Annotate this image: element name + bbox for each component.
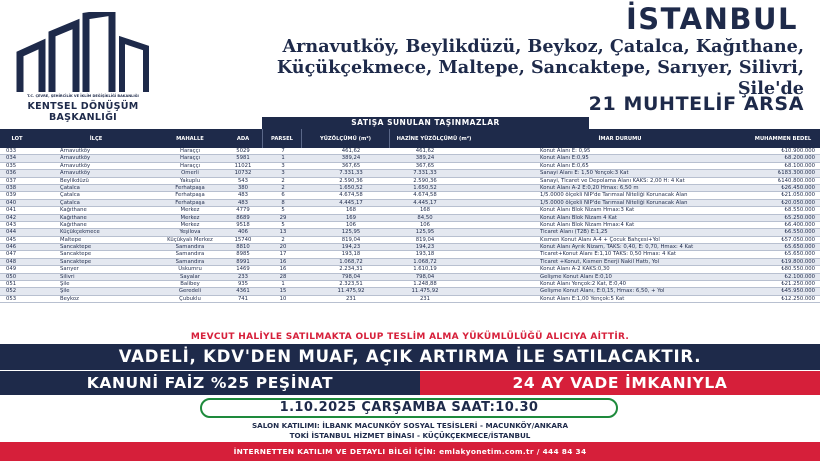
cell-ada: 483 [237,199,249,206]
cell-hazine: 4.445,17 [413,199,437,206]
header-hazine: HAZİNE YÜZÖLÇÜMÜ (m²) [396,135,472,142]
cell-yuzolcumu: 2.323,51 [339,281,363,288]
terms-banner: VADELİ, KDV'DEN MUAF, AÇIK ARTIRMA İLE SATILACAKTIR. [0,344,820,370]
cell-imar: Konut Alanı Blok Nizam Hmax:4 Kat [540,221,635,228]
installment-banner: 24 AY VADE İMKANIYLA [420,371,820,395]
cell-mahalle: Küçükyalı Merkez [167,236,213,243]
cell-mahalle: Ferhatpaşa [175,192,205,199]
cell-hazine: 367,65 [415,162,435,169]
cell-ilce: Kağıthane [60,221,87,228]
cell-bedel: ₺80.550.000 [781,266,815,273]
cell-imar: Ticaret +Konut, Kısmen Enerji Nakil Hattı, Yol [540,258,660,265]
cell-mahalle: Haraççı [180,148,200,154]
cell-ilce: Çatalca [60,184,80,191]
cell-imar: Konut Alanı E: 0,95 [540,148,591,154]
cell-mahalle: Samandıra [175,258,205,265]
cell-bedel: ₺140.800.000 [777,177,815,184]
cell-imar: Konut Alanı Yençok:2 Kat, E:0,40 [540,281,626,288]
cell-mahalle: Merkez [180,207,200,214]
cell-mahalle: Balibey [180,281,200,288]
cell-ilce: Beylikdüzü [60,177,89,184]
cell-ilce: Şile [60,281,70,288]
table-row [0,222,820,229]
cell-ilce: Arnavutköy [60,162,91,169]
delivery-notice: MEVCUT HALİYLE SATILMAKTA OLUP TESLİM ALMA YÜKÜMLÜLÜĞÜ ALICIYA AİTTİR. [190,332,630,342]
cell-imar: Konut Alanı Blok Nizam 4 Kat [540,214,617,221]
section-title: SATIŞA SUNULAN TAŞINMAZLAR [262,117,589,129]
cell-imar: Konut Alanı A-2 KAKS:0,30 [540,266,610,273]
cell-parsel: 15 [279,288,287,295]
cell-hazine: 389,24 [415,155,435,162]
cell-hazine: 4.674,58 [413,192,437,199]
cell-yuzolcumu: 819,04 [341,236,361,243]
brand-line-1: KENTSEL DÖNÜŞÜM [27,101,139,112]
cell-parsel: 17 [279,251,287,258]
header-ilce: İLÇE [89,135,103,142]
table-header [0,129,820,148]
cell-ilce: Kağıthane [60,207,87,214]
cell-ada: 233 [237,273,249,280]
cell-yuzolcumu: 7.331,33 [339,170,363,177]
cell-parsel: 5 [281,221,285,228]
cell-parsel: 1 [281,281,285,288]
cell-bedel: ₺6.400.000 [784,221,815,228]
cell-imar: Kısmen Konut Alanı A-4 + Çocuk Bahçesi+Yol [540,236,660,243]
table-row [0,244,820,251]
cell-hazine: 231 [419,295,431,302]
cell-ilce: Küçükçekmece [60,229,100,236]
cell-parsel: 13 [279,229,287,236]
cell-ilce: Şile [60,288,70,295]
cell-ada: 5029 [236,148,250,154]
table-row [0,266,820,273]
cell-parsel: 16 [279,258,287,265]
cell-lot: 039 [6,192,17,199]
cell-imar: Gelişme Konut Alanı E:0,10 [540,273,612,280]
cell-lot: 051 [6,281,17,288]
cell-parsel: 29 [279,214,287,221]
cell-parsel: 1 [281,155,285,162]
cell-parsel: 6 [281,192,285,199]
cell-ilce: Maltepe [60,236,82,243]
cell-ilce: Çatalca [60,192,80,199]
cell-imar: Ticaret+Konut Alanı E:1,10 TAKS: 0,50 Hmax: 4 Kat [540,251,676,258]
table-row [0,251,820,258]
cell-parsel: 3 [281,162,285,169]
cell-bedel: ₺10.900.000 [781,148,815,154]
cell-mahalle: Ömerli [181,170,199,177]
cell-bedel: ₺2.100.000 [784,273,815,280]
cell-yuzolcumu: 169 [345,214,357,221]
venue-line-2: TOKİ İSTANBUL HİZMET BİNASI - KÜÇÜKÇEKMECE/İSTANBUL [289,431,531,440]
table-row [0,259,820,266]
cell-hazine: 193,18 [415,251,435,258]
header-bedel: MUHAMMEN BEDEL [754,135,812,142]
cell-hazine: 11.475,92 [411,288,439,295]
cell-bedel: ₺19.800.000 [781,258,815,265]
table-row [0,229,820,236]
cell-lot: 048 [6,258,17,265]
table-row [0,200,820,207]
cell-bedel: ₺5.650.000 [784,244,815,251]
cell-ada: 380 [237,184,249,191]
cell-bedel: ₺12.250.000 [781,295,815,302]
cell-ada: 15740 [234,236,252,243]
cell-ada: 9518 [236,221,250,228]
cell-lot: 038 [6,184,17,191]
footer-phone[interactable]: 444 84 34 [542,447,587,456]
cell-lot: 050 [6,273,17,280]
cell-ada: 5981 [236,155,250,162]
cell-lot: 042 [6,214,17,221]
cell-ada: 8985 [236,251,250,258]
cell-mahalle: Samandıra [175,251,205,258]
header-mahalle: MAHALLE [176,135,204,142]
table-row [0,207,820,214]
cell-bedel: ₺8.550.000 [784,207,815,214]
cell-bedel: ₺20.050.000 [781,199,815,206]
cell-parsel: 3 [281,170,285,177]
cell-parsel: 16 [279,266,287,273]
payment-banner-row [0,371,820,395]
cell-ilce: Arnavutköy [60,148,91,154]
lot-count-title: 21 MUHTELİF ARSA [588,93,804,115]
cell-ada: 406 [237,229,249,236]
cell-hazine: 1.068,72 [413,258,437,265]
cell-yuzolcumu: 461,62 [341,148,361,154]
cell-ada: 1469 [236,266,250,273]
logo [8,12,158,123]
cell-yuzolcumu: 4.674,58 [339,192,363,199]
cell-ilce: Kağıthane [60,214,87,221]
cell-ada: 4361 [236,288,250,295]
cell-imar: Konut Alanı E:0,95 [540,155,589,162]
header-imar: İMAR DURUMU [598,135,642,142]
cell-parsel: 28 [279,273,287,280]
cell-imar: Konut Alanı Ayrık Nizam, TAKS: 0,40, E: 0,70, Hmax: 4 Kat [540,244,694,251]
cell-yuzolcumu: 106 [345,221,357,228]
footer-label: İNTERNETTEN KATILIM VE DETAYLI BİLGİ İÇİN: [233,447,437,456]
header-lot: LOT [11,135,23,142]
cell-hazine: 461,62 [415,148,435,154]
cell-lot: 040 [6,199,17,206]
cell-bedel: ₺21.250.000 [781,281,815,288]
cell-hazine: 106 [419,221,431,228]
cell-parsel: 5 [281,207,285,214]
venue-line-1: SALON KATILIMI: İLBANK MACUNKÖY SOSYAL TESİSLERİ - MACUNKÖY/ANKARA [251,421,569,430]
cell-ada: 10732 [234,170,252,177]
cell-hazine: 798,04 [415,273,435,280]
cell-ilce: Silivri [60,273,75,280]
header-yuzolcumu: YÜZÖLÇÜMÜ (m²) [302,129,390,148]
cell-parsel: 10 [279,295,287,302]
cell-parsel: 20 [279,244,287,251]
cell-imar: Konut Alanı E:0,65 [540,162,589,169]
cell-bedel: ₺5.250.000 [784,214,815,221]
table-row [0,155,820,162]
header-ada: ADA [236,135,250,142]
districts-list: Arnavutköy, Beylikdüzü, Beykoz, Çatalca, Kağıthane, Küçükçekmece, Maltepe, Sancaktepe, Sarıyer, Silivri, Şile'de [276,36,804,99]
cell-mahalle: Çubuklu [179,295,201,302]
cell-hazine: 125,95 [415,229,435,236]
cell-ada: 8689 [236,214,250,221]
table-row [0,296,820,303]
cell-ada: 483 [237,192,249,199]
city-title: İSTANBUL [625,2,798,36]
buildings-logo-icon [14,12,152,92]
cell-mahalle: Geredeli [178,288,202,295]
cell-hazine: 819,04 [415,236,435,243]
cell-bedel: ₺26.450.000 [781,184,815,191]
cell-lot: 046 [6,244,17,251]
cell-mahalle: Haraççı [180,155,200,162]
table-row [0,170,820,177]
table-body [0,148,820,303]
cell-mahalle: Yakuplu [179,177,201,184]
cell-mahalle: Ferhatpaşa [175,199,205,206]
cell-hazine: 1.650,52 [413,184,437,191]
cell-mahalle: Ferhatpaşa [175,184,205,191]
cell-ada: 8810 [236,244,250,251]
cell-ilce: Arnavutköy [60,155,91,162]
cell-lot: 035 [6,162,17,169]
cell-lot: 033 [6,148,17,154]
cell-mahalle: Merkez [180,214,200,221]
cell-ada: 935 [237,281,249,288]
cell-bedel: ₺8.200.000 [784,155,815,162]
cell-hazine: 84,50 [417,214,433,221]
cell-bedel: ₺45.950.000 [781,288,815,295]
table-row [0,163,820,170]
cell-ilce: Sancaktepe [60,244,92,251]
cell-lot: 041 [6,207,17,214]
cell-imar: Sanayi Alanı E: 1,50 Yençok:3 Kat [540,170,629,177]
cell-mahalle: Sayalar [180,273,200,280]
cell-imar: Konut Alanı E:1,00 Yençok:5 Kat [540,295,625,302]
cell-hazine: 7.331,33 [413,170,437,177]
cell-parsel: 2 [281,236,285,243]
cell-bedel: ₺21.050.000 [781,192,815,199]
cell-ilce: Beykoz [60,295,79,302]
cell-yuzolcumu: 2.234,31 [339,266,363,273]
cell-lot: 044 [6,229,17,236]
cell-yuzolcumu: 193,18 [341,251,361,258]
cell-yuzolcumu: 125,95 [341,229,361,236]
cell-parsel: 2 [281,184,285,191]
cell-imar: Konut Alanı A-2 E:0,20 Hmax: 6,50 m [540,184,639,191]
brand-line-2: BAŞKANLIĞI [48,112,118,123]
down-payment-banner: KANUNİ FAİZ %25 PEŞİNAT [0,371,420,395]
cell-lot: 047 [6,251,17,258]
table-row [0,215,820,222]
cell-yuzolcumu: 389,24 [341,155,361,162]
cell-mahalle: Yeşilova [179,229,201,236]
cell-parsel: 8 [281,199,285,206]
cell-yuzolcumu: 231 [345,295,357,302]
cell-ilce: Sancaktepe [60,258,92,265]
cell-yuzolcumu: 4.445,17 [339,199,363,206]
cell-mahalle: Haraççı [180,162,200,169]
cell-imar: Gelişme Konut Alanı, E:0,15, Hmax: 6,50, + Yol [540,288,665,295]
cell-bedel: ₺6.550.000 [784,229,815,236]
table-row [0,288,820,295]
cell-hazine: 194,23 [415,244,435,251]
cell-ada: 543 [237,177,249,184]
cell-ilce: Çatalca [60,199,80,206]
cell-hazine: 1.610,19 [413,266,437,273]
cell-lot: 045 [6,236,17,243]
table-row [0,178,820,185]
footer-separator: / [536,447,540,456]
cell-ilce: Sancaktepe [60,251,92,258]
cell-ilce: Sarıyer [60,266,79,273]
cell-yuzolcumu: 2.590,36 [339,177,363,184]
cell-imar: Konut Alanı Blok Nizam Hmax:3 Kat [540,207,635,214]
cell-yuzolcumu: 11.475,92 [337,288,365,295]
cell-lot: 037 [6,177,17,184]
cell-hazine: 168 [419,207,431,214]
cell-bedel: ₺5.650.000 [784,251,815,258]
table-row [0,281,820,288]
header-parsel: PARSEL [262,129,302,148]
table-row [0,274,820,281]
table-row [0,192,820,199]
cell-yuzolcumu: 168 [345,207,357,214]
cell-lot: 049 [6,266,17,273]
cell-ada: 11021 [234,162,252,169]
cell-ada: 741 [237,295,249,302]
cell-lot: 052 [6,288,17,295]
cell-lot: 036 [6,170,17,177]
cell-bedel: ₺57.050.000 [781,236,815,243]
cell-bedel: ₺8.100.000 [784,162,815,169]
cell-yuzolcumu: 1.068,72 [339,258,363,265]
footer-contact [0,442,820,461]
cell-lot: 034 [6,155,17,162]
cell-mahalle: Merkez [180,221,200,228]
cell-yuzolcumu: 194,23 [341,244,361,251]
cell-imar: 1/5.0000 ölçekli NİP'de Tarımsal Niteliği Korunacak Alan [540,199,688,206]
cell-lot: 053 [6,295,17,302]
cell-imar: Sanayi, Ticaret ve Depolama Alanı KAKS: 2,00 H: 4 Kat [540,177,685,184]
cell-yuzolcumu: 798,04 [341,273,361,280]
table-row [0,185,820,192]
cell-ada: 4779 [236,207,250,214]
cell-lot: 043 [6,221,17,228]
auction-date: 1.10.2025 ÇARŞAMBA SAAT:10.30 [200,398,618,418]
cell-parsel: 2 [281,177,285,184]
cell-mahalle: Samandıra [175,244,205,251]
cell-hazine: 2.590,36 [413,177,437,184]
cell-yuzolcumu: 1.650,52 [339,184,363,191]
table-row [0,148,820,155]
cell-ada: 8991 [236,258,250,265]
cell-imar: 1/5.0000 ölçekli NİP'de Tarımsal Niteliği Korunacak Alan [540,192,688,199]
cell-bedel: ₺183.300.000 [777,170,815,177]
table-row [0,237,820,244]
ministry-line: T.C. ÇEVRE, ŞEHİRCİLİK VE İKLİM DEĞİŞİKLİĞİ BAKANLIĞI [27,94,139,98]
cell-parsel: 7 [281,148,285,154]
cell-mahalle: Uskumru [178,266,202,273]
cell-imar: Ticaret Alanı (T2B) E:1,25 [540,229,608,236]
cell-yuzolcumu: 367,65 [341,162,361,169]
footer-website-link[interactable]: emlakyonetim.com.tr [439,447,534,456]
cell-ilce: Arnavutköy [60,170,91,177]
cell-hazine: 1.248,88 [413,281,437,288]
